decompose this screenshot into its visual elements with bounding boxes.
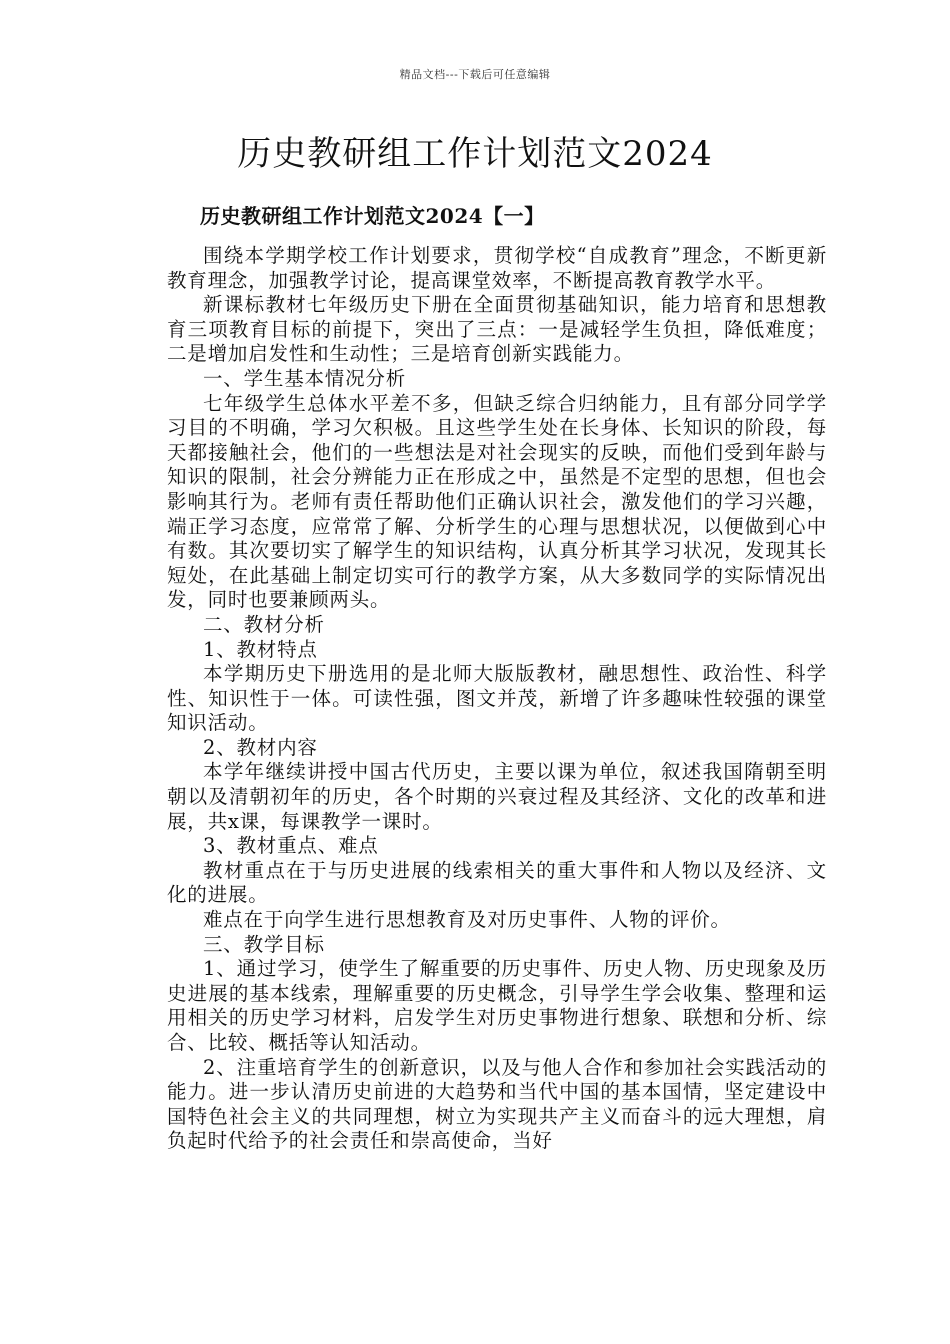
paragraph: 教材重点在于与历史进展的线索相关的重大事件和人物以及经济、文化的进展。 [167,858,827,907]
subsection-heading: 2、教材内容 [203,735,318,759]
paragraph: 本学年继续讲授中国古代历史，主要以课为单位，叙述我国隋朝至明朝以及清朝初年的历史，各个时期的兴衰过程及其经济、文化的改革和进展，共x课，每课教学一课时。 [167,760,827,833]
paragraph: 七年级学生总体水平差不多，但缺乏综合归纳能力，且有部分同学学习目的不明确，学习欠积极。且这些学生处在长身体、长知识的阶段，每天都接触社会，他们的一些想法是对社会现实的反映，而他们受到年龄与知识的限制，社会分辨能力正在形成之中，虽然是不定型的思想，但也会影响其行为。老师有责任帮助他们正确认识社会，激发他们的学习兴趣，端正学习态度，应常常了解、分析学生的心理与思想状况，以便做到心中有数。其次要切实了解学生的知识结构，认真分析其学习状况，发现其长短处，在此基础上制定切实可行的教学方案，从大多数同学的实际情况出发，同时也要兼顾两头。 [167,391,827,612]
document-title: 历史教研组工作计划范文2024 [237,134,713,174]
paragraph: 2、注重培育学生的创新意识，以及与他人合作和参加社会实践活动的能力。进一步认清历史前进的大趋势和当代中国的基本国情，坚定建设中国特色社会主义的共同理想，树立为实现共产主义而奋斗的远大理想，肩负起时代给予的社会责任和崇高使命，当好 [167,1055,827,1153]
document-subtitle: 历史教研组工作计划范文2024【一】 [200,204,545,228]
section-heading: 一、学生基本情况分析 [203,366,407,390]
paragraph: 本学期历史下册选用的是北师大版版教材，融思想性、政治性、科学性、知识性于一体。可读性强，图文并茂，新增了许多趣味性较强的课堂知识活动。 [167,662,827,735]
header-note: 精品文档---下载后可任意编辑 [399,68,551,81]
paragraph: 围绕本学期学校工作计划要求，贯彻学校“自成教育”理念，不断更新教育理念，加强教学讨论，提高课堂效率，不断提高教育教学水平。 [167,244,827,292]
section-heading: 三、教学目标 [203,932,325,956]
paragraph: 1、通过学习，使学生了解重要的历史事件、历史人物、历史现象及历史进展的基本线索，理解重要的历史概念，引导学生学会收集、整理和运用相关的历史学习材料，启发学生对历史事物进行想象、联想和分析、综合、比较、概括等认知活动。 [167,957,827,1054]
section-heading: 二、教材分析 [203,612,325,636]
subsection-heading: 1、教材特点 [203,637,318,661]
paragraph: 难点在于向学生进行思想教育及对历史事件、人物的评价。 [203,908,731,932]
subsection-heading: 3、教材重点、难点 [203,834,379,858]
paragraph: 新课标教材七年级历史下册在全面贯彻基础知识，能力培育和思想教育三项教育目标的前提下，突出了三点：一是减轻学生负担，降低难度；二是增加启发性和生动性；三是培育创新实践能力。 [167,293,827,366]
body-text [167,244,827,1154]
